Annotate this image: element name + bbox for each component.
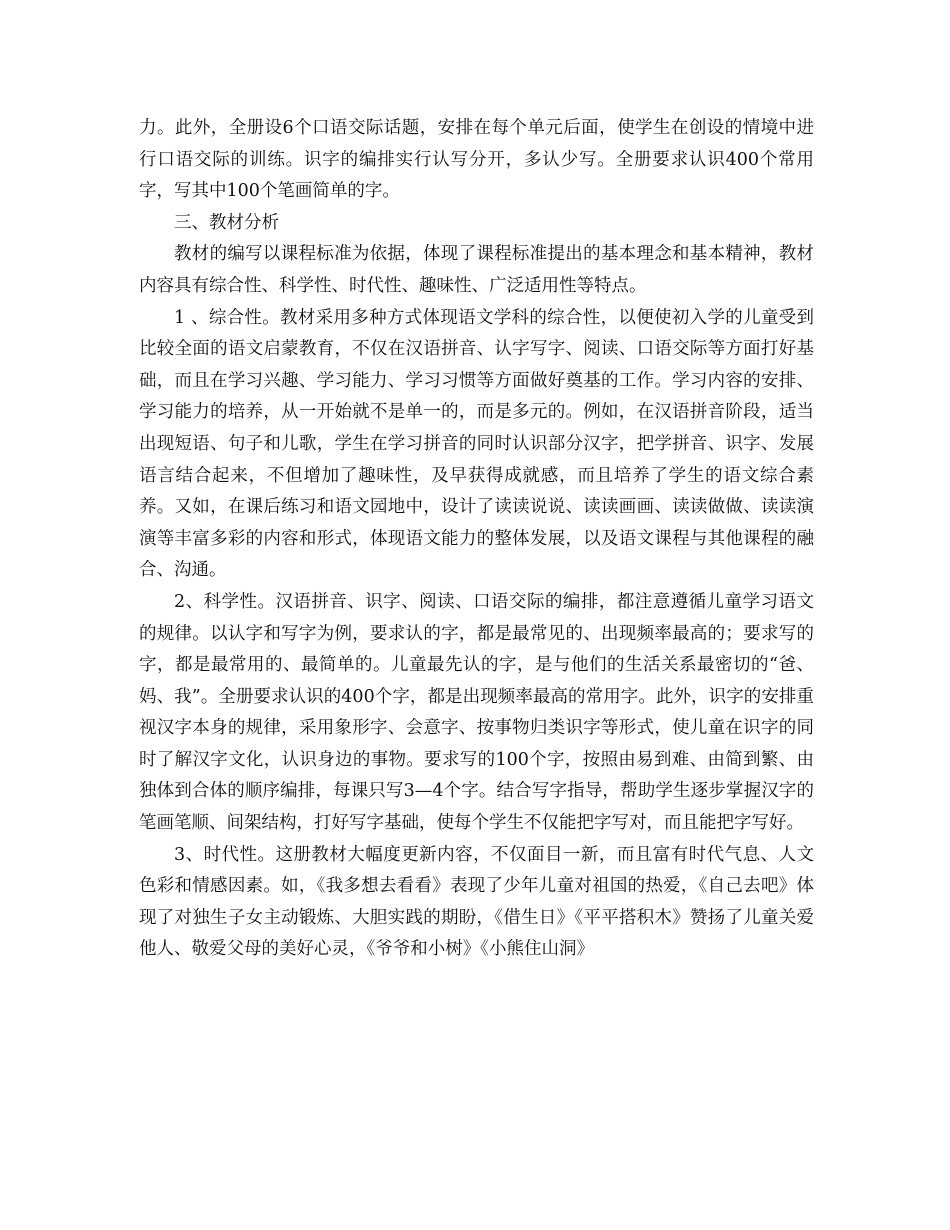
paragraph-scientific: 2、科学性。汉语拼音、识字、阅读、口语交际的编排，都注意遵循儿童学习语文的规律。以认字和写字为例，要求认的字，都是最常见的、出现频率最高的；要求写的字，都是最常用的、最简单的。儿童最先认的字，是与他们的生活关系最密切的“爸、妈、我”。全册要求认识的400个字，都是出现频率最高的常用字。此外，识字的安排重视汉字本身的规律，采用象形字、会意字、按事物归类识字等形式，使儿童在识字的同时了解汉字文化，认识身边的事物。要求写的100个字，按照由易到难、由简到繁、由独体到合体的顺序编排，每课只写3—4个字。结合写字指导，帮助学生逐步掌握汉字的笔画笔顺、间架结构，打好写字基础，使每个学生不仅能把字写对，而且能把字写好。 xyxy=(139,591,814,834)
paragraph-timeliness: 3、时代性。这册教材大幅度更新内容，不仅面目一新，而且富有时代气息、人文色彩和情感因素。如，《我多想去看看》表现了少年儿童对祖国的热爱，《自己去吧》体现了对独生子女主动锻炼、大胆实践的期盼，《借生日》《平平搭积木》赞扬了儿童关爱他人、敬爱父母的美好心灵，《爷爷和小树》《小熊住山洞》 xyxy=(139,844,814,960)
paragraph-textbook-overview: 教材的编写以课程标准为依据，体现了课程标准提出的基本理念和基本精神，教材内容具有综合性、科学性、时代性、趣味性、广泛适用性等特点。 xyxy=(139,244,814,296)
document-page xyxy=(139,113,814,966)
section-heading-textbook-analysis: 三、教材分析 xyxy=(174,212,279,233)
paragraph-comprehensiveness: 1 、综合性。教材采用多种方式体现语文学科的综合性，以便使初入学的儿童受到比较全面的语文启蒙教育，不仅在汉语拼音、认字写字、阅读、口语交际等方面打好基础，而且在学习兴趣、学习能力、学习习惯等方面做好奠基的工作。学习内容的安排、学习能力的培养，从一开始就不是单一的，而是多元的。例如，在汉语拼音阶段，适当出现短语、句子和儿歌，学生在学习拼音的同时认识部分汉字，把学拼音、识字、发展语言结合起来，不但增加了趣味性，及早获得成就感，而且培养了学生的语文综合素养。又如，在课后练习和语文园地中，设计了读读说说、读读画画、读读做做、读读演演等丰富多彩的内容和形式，体现语文能力的整体发展，以及语文课程与其他课程的融合、沟通。 xyxy=(139,307,814,581)
paragraph-intro-continuation: 力。此外，全册设6个口语交际话题，安排在每个单元后面，使学生在创设的情境中进行口语交际的训练。识字的编排实行认写分开，多认少写。全册要求认识400个常用字，写其中100个笔画简单的字。 xyxy=(139,118,814,202)
